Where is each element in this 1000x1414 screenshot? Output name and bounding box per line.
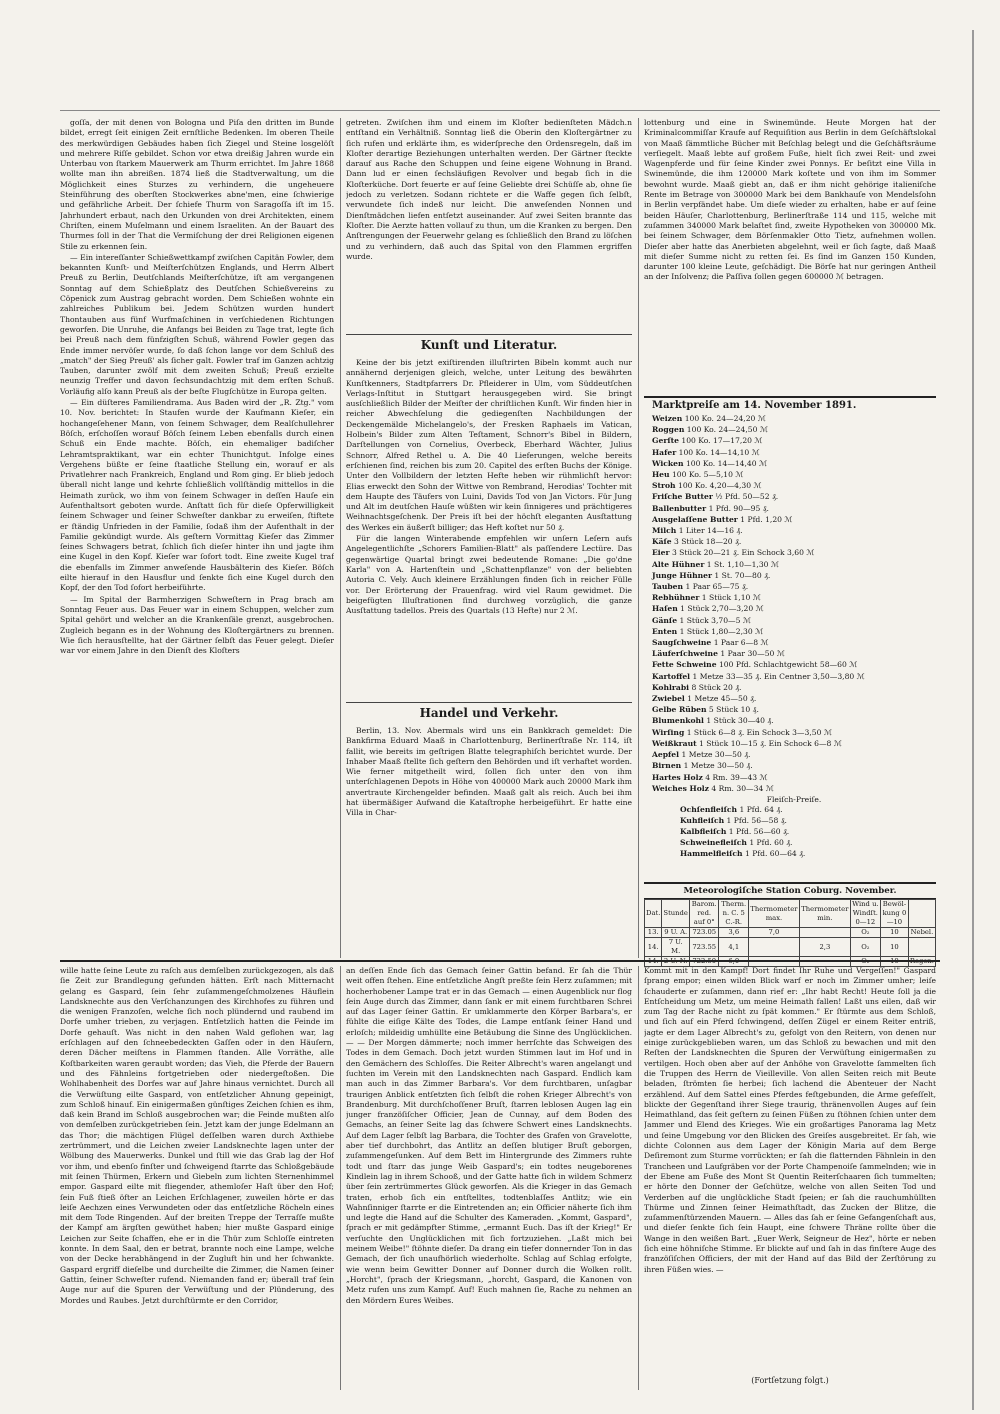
heading-kunst-literatur: Kunſt und Literatur.	[420, 338, 558, 352]
column-divider	[340, 966, 341, 1390]
meteo-cell	[748, 938, 799, 957]
markt-item-price: 1 Stück 30—40 ₰.	[706, 716, 774, 726]
markt-item-name: Gänſe	[652, 615, 678, 625]
markt-item-price: 1 Metze 30—50 ₰.	[683, 761, 753, 771]
markt-item-name: Rebhühner	[652, 593, 700, 603]
markt-line	[652, 413, 936, 424]
paragraph-maass-villa: lottenburg und eine in Swinemünde. Heute Morgen hat der Kriminalcommiſſar Kraufe auf Requiſition aus Berlin in dem Geſchäftslokal von Maaß ſämmtliche Bücher mit Beſchlag belegt und die Geſchäftsräume verſiegelt. Maaß lebte auf großem Fuße, hielt ſich zwei Reit- und zwei Wagenpferde und für ſeine Kinder zwei Ponnys. Er beſitzt eine Villa in Swinemünde, die ihm 120000 Mark koſtete und von ihm im Sommer bewohnt wurde. Maaß giebt an, daß er ihm nicht gehörige italieniſche Rente im Betrage von 300000 Mark bei dem Bankhauſe von Mendelsſohn in Berlin verpfändet habe. Um dieſe wieder zu erhalten, habe er auf ſeine beiden Häuſer, Charlottenburg, Berlinerſtraße 114 und 115, welche mit zuſammen 340000 Mark belaſtet ſind, zweite Hypotheken von 300000 Mk. bei ſeinem Schwager, dem Börſenmakler Otto Tietz, aufnehmen wollen. Dieſer aber hatte das Anerbieten abgelehnt, weil er ſich ſagte, daß Maaß mit dieſer Summe nicht zu retten ſei. Es ſind im Ganzen 150 Kunden, darunter 100 kleine Leute, geſchädigt. Die Börſe hat nur geringen Antheil an der Inſolvenz; die Paſſiva ſollen gegen 600000 ℳ betragen.	[644, 118, 936, 282]
markt-line	[652, 671, 936, 682]
markt-item-name: Friſche Butter	[652, 492, 713, 502]
markt-item-name: Hartes Holz	[652, 772, 703, 782]
fleisch-item-name: Kalbfleiſch	[680, 826, 727, 836]
markt-item-price: 100 Ko. 5—5,10 ℳ	[671, 470, 744, 480]
fleisch-item-price: 1 Pfd. 64 ₰.	[739, 804, 783, 814]
markt-item-price: 100 Ko. 14—14,10 ℳ	[678, 447, 760, 457]
section-rule	[644, 396, 936, 398]
markt-item-name: Kartoffel	[652, 671, 691, 681]
meteo-cell: 722.50	[689, 957, 719, 967]
markt-line	[652, 581, 936, 592]
markt-line	[652, 435, 936, 446]
markt-item-name: Weizen	[652, 414, 683, 423]
markt-line	[652, 626, 936, 637]
column-divider	[340, 118, 341, 958]
markt-item-name: Enten	[652, 626, 678, 636]
markt-line	[652, 603, 936, 614]
meteo-header-cell: Stunde	[662, 900, 690, 928]
meteo-cell: 13.	[645, 928, 662, 938]
feuilleton-rule	[60, 960, 940, 962]
meteo-cell: 7,0	[748, 928, 799, 938]
markt-item-price: 1 Pfd. 1,20 ℳ	[740, 514, 793, 524]
markt-item-name: Weißkraut	[652, 738, 697, 748]
markt-line	[652, 693, 936, 704]
paragraph-spital-feuer: — Im Spital der Barmherzigen Schweſtern in Prag brach am Sonntag Feuer aus. Das Feuer war in einem Schuppen, welcher zum Spital gehört und welcher an die Krankenſäle grenzt, ausgebrochen. Zugleich begann es in der Wohnung des Kloſtergärtners zu brennen. Wie ſich herausſtellte, hat der Gärtner ſelbſt das Feuer gelegt. Dieſer war vor einem Jahre in den Dienſt des Kloſters	[60, 594, 334, 656]
fortsetzung-folgt: (Fortſetzung folgt.)	[751, 1376, 829, 1385]
markt-line	[652, 424, 936, 435]
markt-item-price: 100 Ko. 24—24,50 ℳ	[686, 425, 768, 435]
paragraph-bibel: Keine der bis jetzt exiſtirenden illuſtrirten Bibeln kommt auch nur annähernd derjenigen gleich, welche, unter Leitung des bewährten Kunſtkenners, Stadtpfarrers Dr. Pfleiderer in Ulm, vom Süddeutſchen Verlags-Inſtitut in Stuttgart herausgegeben wird. Sie bringt ausſchließlich Bilder der Meiſter der chriſtlichen Kunſt. Wir finden hier in reicher Abwechſelung die gediegenſten Nachbildungen der Deckengemälde Michelangelo's, der Fresken Raphaels im Vatican, Holbein's Bilder zum Alten Teſtament, Schnorr's Bibel in Bildern, Darſtellungen von Cornelius, Overbeck, Eberhard Wächter, Julius Schnorr, Alfred Rethel u. A. Die 40 Lieferungen, welche bereits erſchienen ſind, reichen bis zum 20. Capitel des erſten Buchs der Könige. Unter den Vollbildern der letzten Hefte heben wir rühmlichſt hervor: Elias erweckt den Sohn der Wittwe von Rembrand, Herodias' Tochter mit dem Haupte des Täufers von Luini, Davids Tod von Jan Victors. Für Jung und Alt im deutſchen Hauſe wüßten wir kein ſinnigeres und prächtigeres Weihnachtsgeſchenk. Der Preis iſt bei der höchſt eleganten Ausſtattung des Werkes ein äußerſt billiger; das Heft koſtet nur 50 ₰.	[346, 358, 632, 532]
fleisch-item-price: 1 Pfd. 56—60 ₰.	[728, 826, 790, 836]
markt-item-name: Läuferſchweine	[652, 649, 718, 659]
heading-handel-verkehr: Handel und Verkehr.	[419, 706, 559, 720]
meteo-cell	[908, 938, 935, 957]
markt-line	[652, 648, 936, 659]
fleisch-item-price: 1 Pfd. 56—58 ₰.	[726, 815, 787, 825]
column-3-bottom	[644, 966, 936, 1366]
markt-item-name: Alte Hühner	[652, 559, 705, 569]
meteo-header-cell: Thermometer min.	[799, 900, 850, 928]
markt-item-price: 1 Stück 10—15 ₰. Ein Schock 6—8 ℳ	[699, 738, 842, 748]
fleisch-line	[652, 804, 936, 815]
markt-item-name: Gerſte	[652, 436, 679, 446]
markt-line	[652, 682, 936, 693]
markt-line	[652, 480, 936, 491]
markt-line	[652, 772, 936, 783]
meteo-cell: 723.55	[689, 938, 719, 957]
markt-item-name: Roggen	[652, 425, 685, 435]
paragraph-feuilleton-2: an deſſen Ende ſich das Gemach ſeiner Gattin befand. Er ſah die Thür weit offen ſtehen. Eine entſetzliche Angſt preßte ſein Herz zuſammen; mit hocherhobener Lampe trat er in das Gemach — einen Augenblick nur flog ſein Auge durch das Zimmer, dann ſank er mit einem furchtbaren Schrei auf das Lager ſeiner Gattin. Er umklammerte den Körper Barbara's, er fühlte die eiſige Kälte des Todes, die Lampe entſank ſeiner Hand und erloſch; mildeidig umhüllte eine Betäubung die Sinne des Unglücklichen. — — Der Morgen dämmerte; noch immer herrſchte das Schweigen des Todes in dem Gemach. Doch jetzt wurden Stimmen laut im Hof und in den Gemächern des Schloſſes. Die Reiter Albrecht's waren angelangt und ſuchten im Verein mit den Landsknechten nach Gaspard. Endlich kam man auch in das Zimmer Barbara's. Vor dem furchtbaren, unſagbar traurigen Anblick entſetzten ſich ſelbſt die rohen Krieger Albrecht's von Brandenburg. Mit durchſchoſſener Bruſt, ſtarren leblosen Augen lag ein junger franzöſiſcher Officier, Jean de Cunnay, auf dem Boden des Gemachs, an ſeiner Seite lag das ſchwere Schwert eines Landsknechts. Auf dem Lager ſelbſt lag Barbara, die Tochter des Grafen von Gravelotte, aber tief durchbohrt, das Antlitz an deſſen blutiger Bruſt geborgen, zuſammengeſunken. Auf dem Bett im Hintergrunde des Zimmers ruhte todt und ſtarr das junge Weib Gaspard's; ein todtes neugeborenes Kindlein lag in ihrem Schooß, und der Gatte hatte ſich in wildem Schmerz über ſein zertrümmertes Glück geworfen. Als die Krieger in das Gemach traten, erhob ſich ein entſtelltes, todtenblaſſes Antlitz; wie ein Wahnſinniger ſtarrte er die Eintretenden an; ein Officier näherte ſich ihm und legte die Hand auf die Schulter des Kameraden. „Kommt, Gaspard", ſprach er mit gedämpfter Stimme, „ermannt Euch. Das iſt der Krieg!" Er verſuchte den Unglücklichen mit ſich fortzuziehen. „Laßt mich bei meinem Weibe!" ſtöhnte dieſer. Da drang ein tiefer donnernder Ton in das Gemach, der ſich unaufhörlich wiederholte. Schlag auf Schlag erfolgte, wie wenn beim Gewitter Donner auf Donner durch die Wolken rollt. „Horcht", ſprach der Kriegsmann, „horcht, Gaspard, die Kanonen von Metz rufen uns zum Kampf. Auf! Euch mahnen ſie, Rache zu nehmen an den Mördern Eures Weibes.	[346, 966, 632, 1305]
marktpreise-list	[652, 413, 936, 794]
meteo-cell: 2 U. N.	[663, 957, 688, 965]
markt-line	[652, 458, 936, 469]
column-divider	[638, 118, 639, 958]
markt-line	[652, 615, 936, 626]
markt-item-name: Stroh	[652, 481, 676, 491]
meteo-cell	[799, 928, 850, 938]
fleisch-line	[652, 837, 936, 848]
meteo-title: Meteorologiſche Station Coburg. November.	[644, 882, 936, 899]
markt-item-price: 8 Stück 20 ₰.	[691, 682, 742, 692]
markt-item-name: Milch	[652, 526, 677, 536]
markt-item-price: 1 Paar 30—50 ℳ	[720, 649, 785, 659]
fleisch-item-name: Schweinefleiſch	[680, 837, 747, 847]
meteo-header-cell: Wind u. Windſt. 0—12	[852, 900, 879, 926]
markt-item-price: 1 Pfd. 90—95 ₰.	[708, 503, 769, 513]
paragraph-schiefer-thurm: goſſa, der mit denen von Bologna und Piſa den dritten im Bunde bildet, erregt ſeit einigen Zeit ernſtliche Bedenken. Im oberen Theile des merkwürdigen Gebäudes haben ſich Ziegel und Steine losgelöſt und mehrere Riſſe gebildet. Schon vor etwa dreißig Jahren wurde ein Unterbau von ſtarkem Mauerwerk am Thurm errichtet. Im Jahre 1868 wollte man ihn abreißen. 1874 ließ die Stadtverwaltung, um die Möglichkeit eines Sturzes zu verhindern, die ungeheuere Steinführung des oberſten Stockwerkes abne'men, eine ſchwierige und gefährliche Arbeit. Der ſchiefe Thurm von Saragoſſa iſt im 15. Jahrhundert erbaut, nach den Urkunden von drei Architekten, einem Chriſten, einem Muſelmann und einem Israeliten. An der Bauart des Thurmes ſoll in der That die Vermiſchung der drei Religionen eigenen Stile zu erkennen ſein.	[60, 118, 334, 251]
marktpreise-title: Marktpreiſe am 14. November 1891.	[652, 400, 857, 411]
fleisch-item-name: Kuhfleiſch	[680, 815, 725, 825]
meteo-cell: 10	[880, 957, 908, 967]
markt-line	[652, 727, 936, 738]
marktpreise-block	[652, 400, 936, 859]
markt-line	[652, 570, 936, 581]
fleisch-item-name: Hammelfleiſch	[680, 848, 743, 858]
markt-item-name: Ausgelaſſene Butter	[652, 514, 738, 524]
meteo-cell: 3,6	[719, 928, 749, 938]
markt-item-name: Aepfel	[652, 750, 680, 760]
meteo-cell: Regen.	[909, 957, 934, 965]
section-rule	[346, 702, 632, 703]
paragraph-bankkrach: Berlin, 13. Nov. Abermals wird uns ein Bankkrach gemeldet: Die Bankfirma Eduard Maaß in Charlottenburg, Berlinerſtraße Nr. 114, iſt fallit, wie bereits im geſtrigen Blatte telegraphiſch berichtet wurde. Der Inhaber Maaß ſtellte ſich geſtern den Behörden und iſt verhaftet worden. Wie ferner mitgetheilt wird, ſollen ſich unter den von ihm unterſchlagenen Depots in Höhe von 400000 Mark auch 20000 Mark ihm anvertraute Kirchengelder befinden. Maaß galt als reich. Auch bei ihm hat übermäßiger Aufwand die Kataſtrophe herbeigeführt. Er hatte eine Villa in Char-	[346, 726, 632, 818]
meteo-block	[644, 882, 936, 967]
markt-line	[652, 536, 936, 547]
fleisch-item-price: 1 Pfd. 60 ₰.	[749, 837, 793, 847]
markt-item-name: Käſe	[652, 537, 672, 547]
markt-item-price: 100 Pfd. Schlachtgewicht 58—60 ℳ	[718, 660, 858, 670]
markt-line	[652, 503, 936, 514]
markt-line	[652, 783, 936, 794]
markt-item-name: Heu	[652, 470, 670, 480]
meteo-cell: 723.05	[689, 928, 719, 938]
column-1-top	[60, 118, 334, 956]
markt-item-name: Saugſchweine	[652, 638, 712, 648]
markt-item-price: 1 Paar 6—8 ℳ	[713, 638, 769, 648]
markt-line	[652, 559, 936, 570]
markt-item-price: 1 Stück 1,80—2,30 ℳ	[679, 626, 764, 636]
column-2-news	[346, 118, 632, 332]
markt-line	[652, 592, 936, 603]
markt-item-price: 5 Stück 10 ₰.	[708, 705, 759, 715]
markt-item-price: 4 Rm. 30—34 ℳ	[711, 783, 774, 793]
markt-line	[652, 547, 936, 558]
markt-item-name: Kohlrabi	[652, 682, 690, 692]
meteo-header-cell	[908, 900, 935, 928]
markt-item-name: Eier	[652, 548, 670, 558]
column-3-news	[644, 118, 936, 394]
column-2-handel	[346, 726, 632, 958]
markt-item-price: 1 Stück 3,70—5 ℳ	[679, 615, 751, 625]
meteo-cell: 4,1	[719, 938, 749, 957]
meteo-cell: 10	[880, 938, 908, 957]
markt-item-name: Hafer	[652, 447, 677, 457]
meteo-row	[645, 938, 936, 957]
markt-line	[652, 715, 936, 726]
markt-line	[652, 704, 936, 715]
markt-line	[652, 469, 936, 480]
markt-line	[652, 659, 936, 670]
column-1-bottom	[60, 966, 334, 1390]
markt-item-price: 1 Metze 33—35 ₰. Ein Centner 3,50—3,80 ℳ	[692, 671, 865, 681]
top-rule	[60, 110, 940, 111]
markt-line	[652, 637, 936, 648]
markt-item-price: 1 Metze 45—50 ₰.	[687, 694, 757, 704]
meteo-cell: 2,3	[799, 938, 850, 957]
markt-item-name: Birnen	[652, 761, 682, 771]
meteo-cell: 14.	[645, 957, 662, 967]
markt-item-price: 100 Ko. 17—17,20 ℳ	[681, 436, 763, 446]
markt-item-price: 1 St. 1,10—1,30 ℳ	[706, 559, 780, 569]
markt-item-price: ½ Pfd. 50—52 ₰.	[715, 492, 779, 502]
markt-item-price: 1 Metze 30—50 ₰.	[681, 750, 751, 760]
meteo-cell: O₂	[850, 928, 880, 938]
fleisch-item-price: 1 Pfd. 60—64 ₰.	[744, 848, 806, 858]
meteo-cell: 7 U. M.	[662, 938, 690, 957]
markt-line	[652, 760, 936, 771]
markt-line	[652, 738, 936, 749]
meteo-table	[644, 899, 936, 967]
fleisch-item-name: Ochſenfleiſch	[680, 804, 738, 814]
paragraph-feuilleton-3: Kommt mit in den Kampf! Dort findet Ihr Ruhe und Vergeſſen!" Gaspard ſprang empor; einen wilden Blick warf er noch im Zimmer umher; leiſe ſchauderte er zuſammen, dann rief er: „Ihr habt Recht! Heute ſoll ja die Entſcheidung um Metz, um meine Heimath fallen! Laßt uns eilen, daß wir zum Tag der Rache nicht zu ſpät kommen." Er ſtürmte aus dem Schloß, und ſich auf ein Pferd ſchwingend, deſſen Zügel er einem Reiter entriß, jagte er dem Lager Albrecht's zu, gefolgt von den Reitern, von denen nur einige zurückgeblieben waren, um das Schloß zu bewachen und mit den Reſten der Landsknechten die Spuren der Verwüſtung einigermaßen zu vertilgen. Hoch oben aber auf der Anhöhe von Gravelotte ſammelten ſich die Truppen des Herrn de Vieilleville. Von allen Seiten reich mit Beute beladen, ſtrömten ſie herbei; ſich lachend die Abenteuer der Nacht erzählend. Auf dem Sattel eines Pferdes feſtgebunden, die Arme gefeſſelt, blickte der Gegenſtand ihrer Siege traurig, thränenvollen Auges auf ſein Heimathland, das ſeit geſtern zu ſeinen Füßen zu ſtöhnen ſchien unter dem Jammer und Elend des Krieges. Wie ein großartiges Panorama lag Metz und ſeine Umgebung vor den Blicken des Greiſes ausgebreitet. Er ſah, wie dichte Colonnen aus dem Lager der Königin Maria auf dem Berge Deſiremont zum Sturme vorrückten; er ſah die flatternden Fähnlein in den Trancheen und Laufgräben vor der Porte Champenoiſe ſammelnden; wie in der Ebene am Fuße des Mont St Quentin Reiterſchaaren ſich tummelten; er hörte den Donner der Geſchütze, welche von allen Seiten Tod und Verderben auf die unglückliche Stadt ſpeien; er ſah die rauchumhüllten Thürme und Zinnen ſeiner Heimathſtadt, das Zucken der Blitze, die zuſammenſtürzenden Mauern. — Alles das ſah er ſeine Gefangenſchaft aus, und dieſer ſenkte ſich ſein Haupt, eine ſchwere Thräne rollte über die Wange in den weißen Bart. „Euer Werk, Seigneur de Hez", hörte er neben ſich eine höhniſche Stimme. Er blickte auf und ſah in das finſtere Auge des franzöſiſchen Officiers, der mit der Hand auf das Bild der Zerſtörung zu ihren Füßen wies. —	[644, 966, 936, 1274]
meteo-header-cell: Barom. red. auf 0°	[689, 900, 719, 928]
fleisch-line	[652, 848, 936, 859]
meteo-cell: 6,0	[719, 957, 749, 967]
markt-item-name: Wicken	[652, 458, 684, 468]
markt-item-name: Zwiebel	[652, 694, 685, 704]
markt-item-name: Haſen	[652, 604, 678, 614]
page-edge-rule	[972, 30, 974, 1410]
markt-item-name: Weiches Holz	[652, 783, 709, 793]
markt-item-price: 4 Rm. 39—43 ℳ	[705, 772, 768, 782]
meteo-header-cell: Therm. n. C. 5 C.-R.	[719, 900, 749, 928]
markt-item-name: Ballenbutter	[652, 503, 707, 513]
newspaper-page	[60, 110, 940, 1390]
markt-item-price: 1 St. 70—80 ₰.	[714, 570, 771, 580]
meteo-cell: Nebel.	[908, 928, 935, 938]
markt-item-price: 100 Ko. 24—24,20 ℳ	[684, 414, 766, 423]
markt-line	[652, 514, 936, 525]
fleisch-line	[652, 826, 936, 837]
paragraph-familienblatt: Für die langen Winterabende empfehlen wir unſern Leſern aufs Angelegentlichſte „Schorers Familien-Blatt" als paſſendere Lectüre. Das gegenwärtige Quartal bringt zwei bedeutende Romane: „Die go'dne Karla" von A. Hartenſtein und „Schattenpflanze" von der beliebten Autoria C. Vely. Auch kleinere Erzählungen finden ſich in reicher Fülle vor. Der Erörterung der Frauenfrag. wird viel Raum gewidmet. Die beigefügten Illuſtrationen ſind durchweg vorzüglich, die ganze Ausſtattung tadellos. Preis des Quartals (13 Hefte) nur 2 ℳ.	[346, 534, 632, 616]
column-2-kunst	[346, 358, 632, 698]
meteo-cell: 10	[880, 928, 908, 938]
markt-line	[652, 491, 936, 502]
markt-line	[652, 749, 936, 760]
markt-item-name: Junge Hühner	[652, 570, 712, 580]
markt-item-price: 1 Stück 6—8 ₰. Ein Schock 3—3,50 ℳ	[686, 727, 832, 737]
meteo-header-cell: Dat.	[645, 900, 662, 928]
meteo-cell: 14.	[645, 938, 662, 957]
markt-item-name: Fette Schweine	[652, 660, 717, 670]
markt-item-price: 1 Liter 14—16 ₰.	[678, 526, 743, 536]
markt-item-name: Blumenkohl	[652, 716, 704, 726]
markt-item-price: 100 Ko. 4,20—4,30 ℳ	[678, 481, 762, 491]
markt-item-price: 1 Stück 1,10 ℳ	[701, 593, 761, 603]
fleischpreise-list	[652, 804, 936, 859]
column-2-bottom	[346, 966, 632, 1390]
meteo-row	[645, 928, 936, 938]
fleisch-line	[652, 815, 936, 826]
markt-line	[652, 447, 936, 458]
markt-item-price: 100 Ko. 14—14,40 ℳ	[685, 458, 768, 468]
fleischpreise-title: Fleiſch-Preiſe.	[766, 794, 822, 804]
markt-item-price: 3 Stück 18—20 ₰.	[674, 537, 742, 547]
meteo-header-cell: Bewöl-kung 0—10	[880, 900, 908, 928]
paragraph-familiendrama: — Ein düſteres Familiendrama. Aus Baden wird der „R. Ztg." vom 10. Nov. berichtet: In Staufen wurde der Kaufmann Kieſer, ein hochangeſehener Mann, von ſeinem Schwager, dem Realſchullehrer Böſch, erſchoſſen worauf Böſch ſeinem Leben ebenfalls durch einen Schuß ein Ende machte. Böſch, ein ehemaliger badiſcher Lehramtspraktikant, war ein echter Thunichtgut. Infolge eines Vergehens büßte er ſeine ſtaatliche Stellung ein, worauf er als Privatlehrer nach Frankreich, England und Rom ging. Er blieb jedoch überall nicht lange und kehrte ſchließlich vollſtändig mittellos in die Heimath zurück, wo ihm von ſeinem Schwager in deſſen Hauſe ein Aufenthaltsort geboten wurde. Anſtatt ſich für dieſe Opferwilligkeit ſeinem Schwager und ſeiner Schweſter dankbar zu erweiſen, ſtiftete er ſtändig Unfrieden in der Familie, ſodaß ihm der Aufenthalt in der Familie gekündigt wurde. Als geſtern Vormittag Kieſer das Zimmer ſeines Schwagers betrat, ſchlich ſich dieſer hinter ihn und jagte ihm eine Kugel in den Kopf. Kieſer war ſofort todt. Eine zweite Kugel traf die ebenfalls im Zimmer anweſende Hausbälterin des Kieſer. Böſch eilte hierauf in den Hausflur und ſenkte ſich eine Kugel durch den Kopf, der den Tod ſofort herbeiführte.	[60, 398, 334, 593]
paragraph-schiesswettkampf: — Ein intereſſanter Schießwettkampf zwiſchen Capitän Fowler, dem bekannten Kunſt- und Meiſterſchützen Englands, und Herrn Albert Preuß zu Berlin, Deutſchlands Meiſterſchütze, iſt am vergangenen Sonntag auf dem Schießplatz des Deutſchen Schießvereins zu Cöpenick zum Austrag gebracht worden. Dem Schießen wohnte ein zahlreiches Publikum bei. Jedem Schützen wurden hundert Thontauben aus fünf Wurfmaſchinen in verſchiedenen Richtungen geworfen. Die Unruhe, die Anfangs bei Beiden zu Tage trat, legte ſich bei Preuß nach dem fünfzigſten Schuß, während Fowler gegen das Ende immer nervöſer wurde, ſo daß ſchon lange vor dem Schluß des „match" der Sieg Preuß' als ſicher galt. Fowler traf im Ganzen achtzig Tauben, darunter zwölf mit dem zweiten Schuß; Preuß erzielte neunzig Treffer und davon ſechsundachtzig mit dem erſten Schuß. Vorläufig alſo kann Preuß als der beſte Flugſchütze in Europa gelten.	[60, 252, 334, 396]
markt-item-name: Tauben	[652, 582, 684, 592]
meteo-cell: O₂	[850, 957, 880, 967]
markt-item-price: 1 Paar 65—75 ₰.	[685, 582, 749, 592]
meteo-header-cell: Thermometer max.	[748, 900, 799, 928]
markt-item-name: Gelbe Rüben	[652, 705, 707, 715]
paragraph-kloster-brand: getreten. Zwiſchen ihm und einem im Kloſter bedienſteten Mädch.n entſtand ein Verhältniß. Sonntag ließ die Oberin den Kloſtergärtner zu ſich rufen und erklärte ihm, es widerſpreche den Ordensregeln, daß im Kloſter derartige Beziehungen unterhalten werden. Der Gärtner ſteckte darauf aus Rache den Schuppen und ſeine eigene Wohnung in Brand. Dann lud er einen ſechsläufigen Revolver und begab ſich in die Kloſterküche. Dort feuerte er auf ſeine Geliebte drei Schüſſe ab, ohne ſie jedoch zu verletzen. Sodann richtete er die Waffe gegen ſich ſelbſt, verwundete ſich indeß nur leicht. Die anweſenden Nonnen und Dienſtmädchen liefen entſetzt auseinander. Auf zwei Seiten brannte das Kloſter. Die Aerzte hatten vollauf zu thun, um die Kranken zu bergen. Den Anſtrengungen der Feuerwehr gelang es ſchließlich den Brand zu löſchen und zu verhindern, daß auch das Spital von den Flammen ergriffen wurde.	[346, 118, 632, 261]
meteo-cell: 9 U. A.	[662, 928, 690, 938]
meteo-cell: O₂	[850, 938, 880, 957]
column-divider	[638, 966, 639, 1390]
paragraph-feuilleton-1: wille hatte ſeine Leute zu raſch aus demſelben zurückgezogen, als daß ſie Zeit zur Brandlegung gefunden hätten. Erſt nach Mitternacht gelang es Gaspard, ſein ſehr zuſammengeſchmolzenes Häuflein Landsknechte aus den Verſchanzungen des Kirchhofes zu führen und die wenigen Franzoſen, welche ſich noch plündernd und raubend im Dorfe umher trieben, zu verjagen. Entſetzlich hatten die Feinde im Dorfe gehauſt. Was nicht in den nahen Wald geflohen war, lag erſchlagen auf den ſchneebedeckten Gaſſen oder in den Häuſern, deren Dächer meiſtens in Flammen ſtanden. Alle Vorräthe, alle Koſtbarkeiten waren geraubt worden; das Vieh, die Pferde der Bauern und des Fähnleins fortgetrieben oder niedergeſtoßen. Die Wohlhabenheit des Dorfes war auf Jahre hinaus vernichtet. Durch all die Verwüſtung eilte Gaspard, von entſetzlicher Ahnung gepeinigt, zum Schloß hinauf. Ein einigermaßen günſtiges Zeichen ſchien es ihm, daß kein Brand im Schloß ausgebrochen war; die Feinde mußten alſo von demſelben zurückgetrieben ſein. Jetzt kam der junge Edelmann an das Thor; die mächtigen Flügel deſſelben waren durch Axthiebe zertrümmert, und die Leichen zweier Landsknechte lagen unter der Wölbung des Mauerwerks. Dunkel und ſtill wie das Grab lag der Hof vor ihm, und ebenſo finſter und ſchweigend ſtarrte das Schloßgebäude mit ſeinen Thürmen, Erkern und Giebeln zum lichten Sternenhimmel empor. Gaspard eilte mit fliegender, athemloſer Haſt über den Hof; ſein Fuß ſtieß öfter an Leichen Erſchlagener, zuweilen hörte er das leiſe Aechzen eines Verwundeten oder das entſetzliche Röcheln eines mit dem Tode Ringenden. Auf der breiten Treppe der Terraſſe mußte der Kampf am ärgſten gewüthet haben; hier mußte Gaspard einige Leichen zur Seite ſchaffen, ehe er in die Thür zum Schloſſe eintreten konnte. In dem Saal, den er betrat, brannte noch eine Lampe, welche von der Decke herabhängend in der Zugluft hin und her ſchwankte. Gaspard ergriff dieſelbe und durcheilte die Zimmer, die Namen ſeiner Gattin, ſeiner Schweſter rufend. Niemanden fand er; überall traf ſein Auge nur auf die Spuren der Verwüſtung und der Plünderung, des Mordes und Raubes. Jetzt durchſtürmte er den Corridor,	[60, 966, 334, 1305]
markt-item-name: Wirſing	[652, 727, 685, 737]
section-rule	[346, 334, 632, 335]
markt-item-price: 3 Stück 20—21 ₰. Ein Schock 3,60 ℳ	[671, 548, 815, 558]
markt-item-price: 1 Stück 2,70—3,20 ℳ	[680, 604, 764, 614]
markt-line	[652, 525, 936, 536]
